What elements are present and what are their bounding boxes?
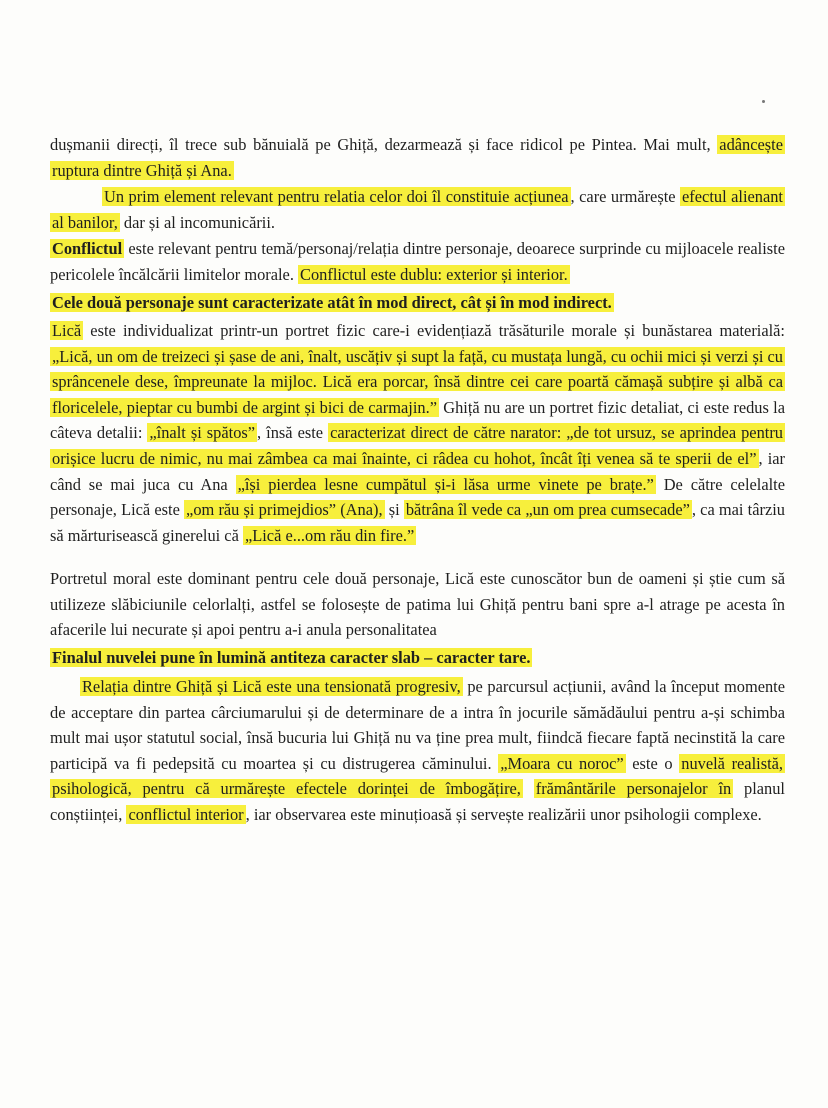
p2-text-2: dar și al incomunicării.: [119, 212, 276, 232]
p5-text-1: este individualizat printr-un portret fizic care-i evidențiază trăsăturile morale și bunăstarea materială:: [83, 321, 785, 340]
p5-text-6: și: [384, 500, 404, 520]
p5-batrana: bătrâna îl vede ca „un om prea cumsecade”: [405, 500, 690, 520]
p8-text-4: , iar observarea este minuțioasă și servește realizării unor psihologii complexe.: [245, 804, 762, 824]
p7-bold-highlight: Finalul nuvelei pune în lumină antiteza caracter slab – caracter tare.: [52, 648, 531, 667]
p2-highlight-1: Un prim element relevant pentru relatia celor doi îl constituie acțiunea: [104, 187, 569, 206]
paragraph-6: Portretul moral este dominant pentru cele două personaje, Lică este cunoscător bun de oameni și știe cum să utilizeze slăbiciunile celorlalți, astfel se folosește de patima lui Ghiță pentru bani spre a-l atrage pe acesta în afacerile lui necurate și apoi pentru a-i anula personalitatea: [50, 569, 785, 640]
p1-highlight: adâncește ruptura dintre Ghiță și Ana.: [52, 135, 783, 180]
p8-text-1: pe parcursul acțiunii, având la început momente de acceptare din partea cârciumarului și de determinare de a intra în jocurile sămădăului pentru a-și schimba mult mai ușor statutul social, însă bucuria lui Ghiță nu va ține prea mult, fiindcă fiecare faptă necinstită la care participă va fi pedepsită cu moartea și cu distrugerea căminului.: [50, 677, 785, 773]
p3-text: este relevant pentru temă/personaj/relația dintre personaje, deoarece surprinde cu mijloacele realiste pericolele încălcării limitelor morale.: [50, 239, 785, 284]
p8-highlight-1: Relația dintre Ghiță și Lică este una tensionată progresiv,: [82, 677, 461, 696]
p5-quote-ghita: „înalt și spătos”: [149, 423, 256, 443]
p8-text-2: este o: [625, 753, 680, 773]
p8-highlight-2: nuvelă realistă, psihologică, pentru că urmărește efectele dorinței de îmbogățire,: [52, 753, 784, 799]
p5-text-3: , însă este: [257, 423, 329, 443]
paragraph-7-heading: [50, 645, 785, 671]
paragraph-3: [50, 236, 785, 287]
paragraph-4-heading: [50, 290, 785, 316]
paragraph-2: [50, 184, 785, 235]
p2-highlight-2: efectul alienant al banilor,: [52, 187, 783, 232]
p5-final-quote: „Lică e...om rău din fire.”: [244, 525, 415, 545]
paragraph-8: [50, 674, 785, 828]
p8-title-highlight: „Moara cu noroc”: [500, 753, 624, 773]
p8-highlight-3: frământările personajelor în: [535, 779, 732, 799]
p5-ana-quote: „își pierdea lesne cumpătul și-i lăsa urme vinete pe brațe.”: [237, 474, 654, 494]
speck-mark: [762, 100, 765, 103]
paragraph-1: [50, 132, 785, 183]
paragraph-5: [50, 318, 785, 548]
p2-text-1: , care urmărește: [570, 187, 681, 206]
p3-heading-word: Conflictul: [52, 239, 123, 258]
p5-text-4: , iar când se mai juca cu Ana: [50, 448, 785, 494]
p1-text: dușmanii direcți, îl trece sub bănuială pe Ghiță, dezarmează și face ridicol pe Pintea. Mai mult,: [50, 135, 718, 154]
p5-text-2: Ghiță nu are un portret fizic detaliat, ci este redus la câteva detalii:: [50, 397, 785, 443]
p5-text-7: , ca mai târziu să mărturisească ginerelui că: [50, 500, 785, 545]
p5-om-rau: „om rău și primejdios” (Ana),: [186, 500, 383, 520]
p3-highlight: Conflictul este dublu: exterior și interior.: [300, 264, 568, 284]
p5-text-5: De către celelalte personaje, Lică este: [50, 474, 785, 520]
p8-space: [523, 779, 534, 798]
p5-name-highlight: Lică: [52, 321, 82, 340]
p5-quote-lica: „Lică, un om de treizeci și șase de ani, înalt, uscățiv și supt la față, cu mustața lungă, cu ochii mici și verzi și cu sprâncenele dese, împreunate la mijloc. Lică era porcar, însă dintre cei care poartă cămașă subțire și albă ca floricelele, pieptar cu bumbi de argint și bici de carmajin.”: [52, 346, 783, 417]
p8-text-3: planul conștiinței,: [50, 779, 785, 824]
p8-highlight-4: conflictul interior: [128, 804, 244, 824]
p5-narrator-highlight: caracterizat direct de către narator: „de tot ursuz, se aprindea pentru orișice lucru de nimic, nu mai zâmbea ca mai înainte, ci râdea cu hohot, încât îți venea să te sperii de el”: [52, 423, 783, 468]
p4-bold-highlight: Cele două personaje sunt caracterizate atât în mod direct, cât și în mod indirect.: [52, 293, 612, 312]
